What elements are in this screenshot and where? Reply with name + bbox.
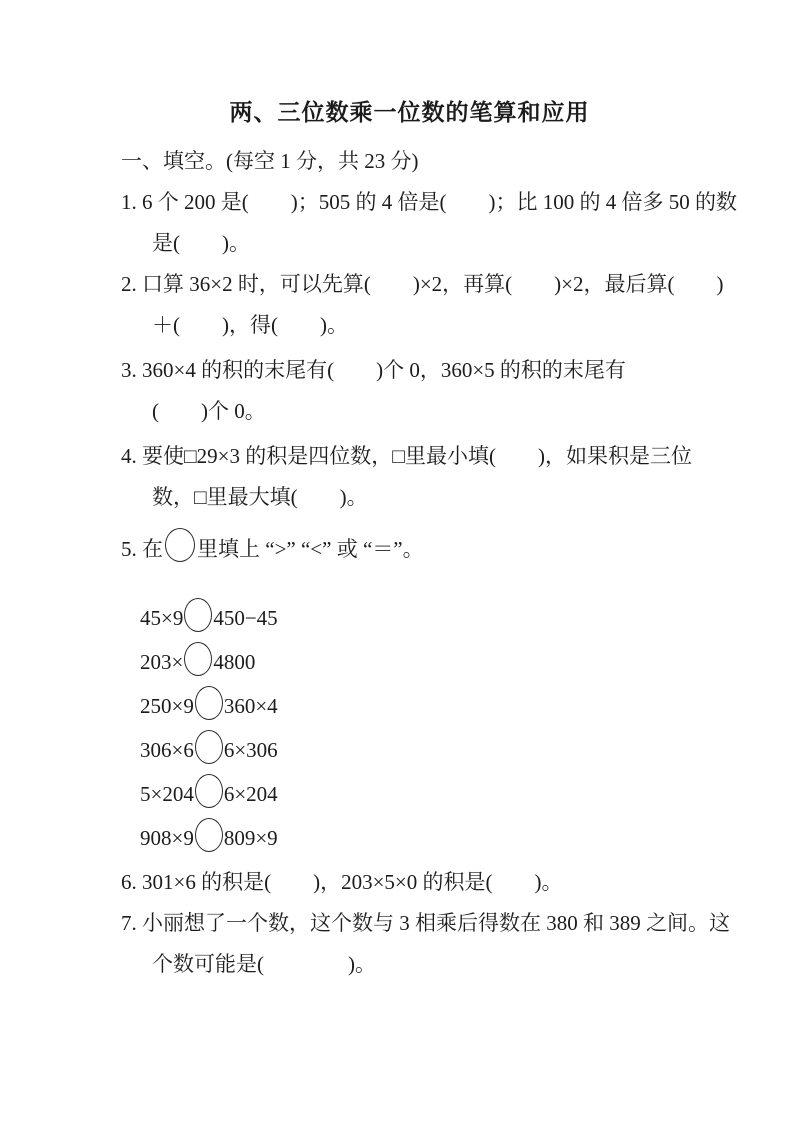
question-7-line-1: 7. 小丽想了一个数，这个数与 3 相乘后得数在 380 和 389 之间。这 [121,911,730,935]
comparison-left: 306×6 [140,738,194,762]
question-4 [121,436,698,518]
question-2-line-2: ＋( )，得( )。 [152,313,348,337]
answer-circle-icon [184,642,212,676]
comparison-row [140,728,698,772]
answer-circle-icon [195,818,223,852]
comparison-right: 360×4 [223,694,278,718]
question-5 [121,528,698,860]
comparison-right: 4800 [213,650,256,674]
question-3-line-1: 3. 360×4 的积的末尾有( )个 0，360×5 的积的末尾有 [121,358,626,382]
comparison-right: 450−45 [213,606,278,630]
question-1-line-2: 是( )。 [152,231,250,255]
question-1-line-1: 1. 6 个 200 是( )；505 的 4 倍是( )；比 100 的 4 倍多 50 的数 [121,190,737,214]
comparison-left: 5×204 [140,782,194,806]
comparison-left: 908×9 [140,826,194,850]
comparison-row [140,640,698,684]
comparison-row [140,816,698,860]
question-2 [121,264,724,346]
section-heading: 一、填空。(每空 1 分，共 23 分) [121,149,419,173]
question-2-line-1: 2. 口算 36×2 时，可以先算( )×2，再算( )×2，最后算( ) [121,272,724,296]
answer-circle-icon [184,598,212,632]
question-5-suffix: 里填上 “>” “<” 或 “＝”。 [197,537,424,561]
question-7-line-2: 个数可能是( )。 [152,952,376,976]
question-7 [121,903,730,985]
comparison-left: 203× [140,650,184,674]
comparison-left: 250×9 [140,694,194,718]
question-5-header [121,528,698,570]
question-3-line-2: ( )个 0。 [152,399,266,423]
comparison-right: 6×204 [223,782,278,806]
comparison-row [140,596,698,640]
answer-circle-icon [195,686,223,720]
comparison-row [140,684,698,728]
answer-circle-icon [195,774,223,808]
comparison-right: 6×306 [223,738,278,762]
question-6-line-1: 6. 301×6 的积是( )，203×5×0 的积是( )。 [121,870,563,894]
comparison-left: 45×9 [140,606,184,630]
comparison-right: 809×9 [223,826,278,850]
answer-circle-icon [195,730,223,764]
question-1 [121,182,737,264]
comparison-row [140,772,698,816]
page-title: 两、三位数乘一位数的笔算和应用 [229,99,590,125]
question-4-line-1: 4. 要使□29×3 的积是四位数，□里最小填( )，如果积是三位 [121,444,692,468]
question-4-line-2: 数，□里最大填( )。 [152,485,368,509]
answer-circle-icon [165,528,195,562]
question-5-prefix: 5. 在 [121,537,163,561]
comparison-list [140,596,698,860]
question-3 [121,350,698,432]
question-6 [121,862,698,903]
